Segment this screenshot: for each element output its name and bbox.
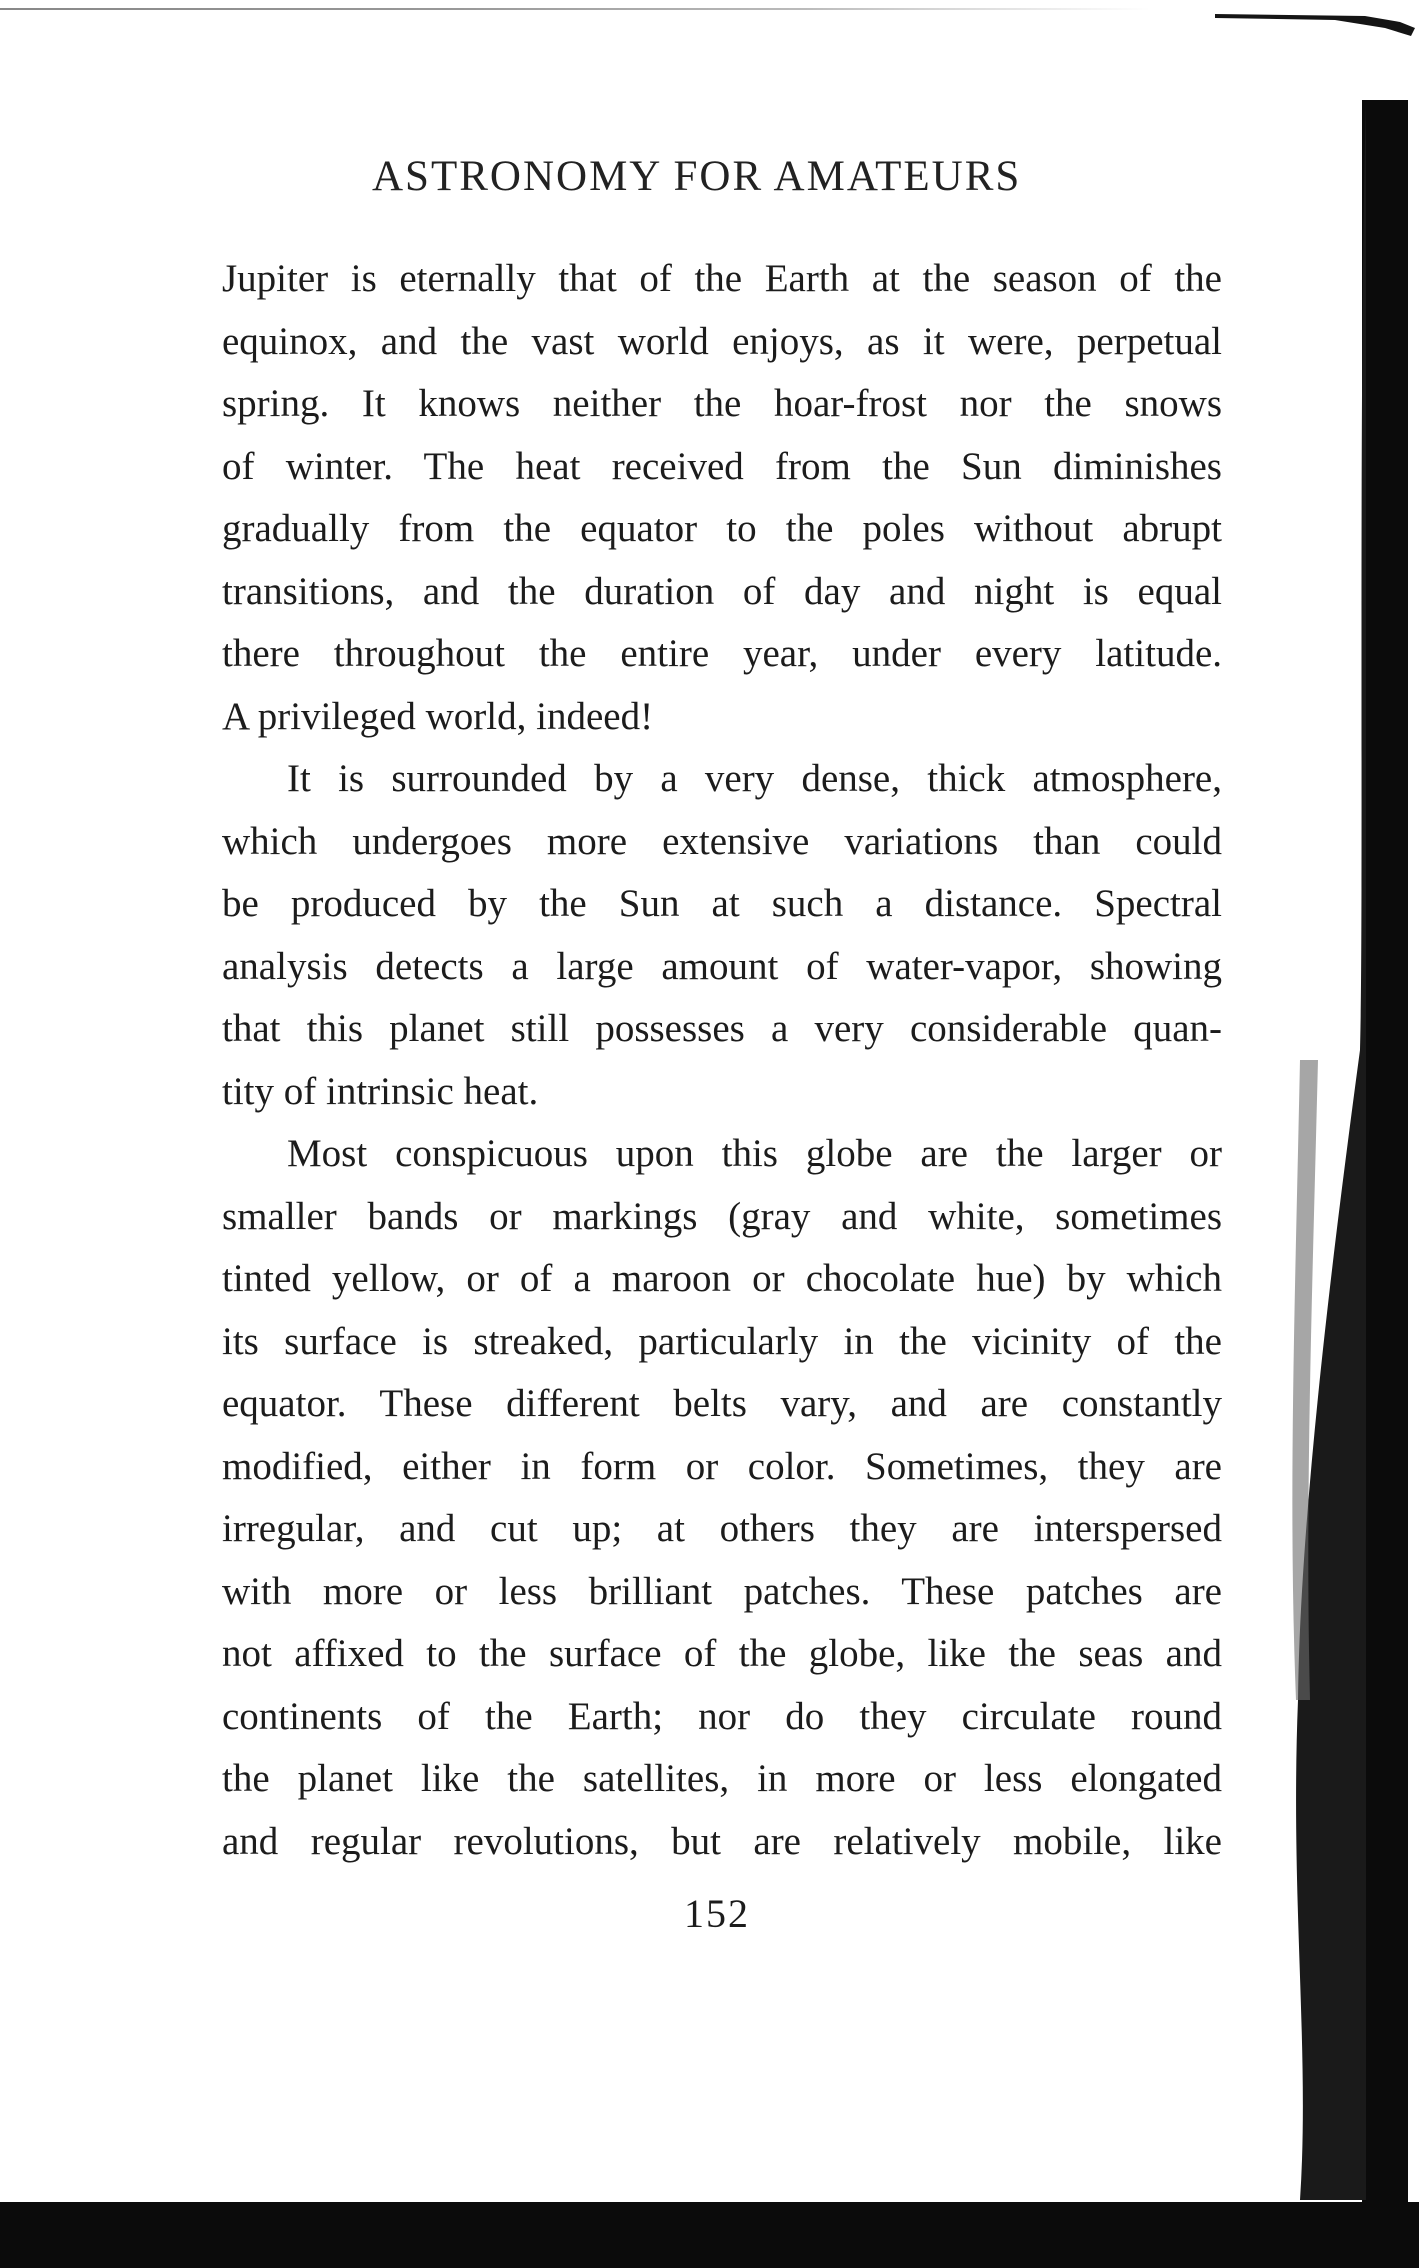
- text-line: tity of intrinsic heat.: [222, 1069, 539, 1113]
- paragraph: [222, 248, 1222, 748]
- text-line: transitions, and the duration of day and night is equal: [222, 569, 1222, 613]
- text-line: irregular, and cut up; at others they are interspersed: [222, 1507, 1222, 1550]
- scan-top-rule: [0, 8, 1150, 10]
- text-line: of winter. The heat received from the Sun diminishes: [222, 444, 1222, 488]
- text-line: modified, either in form or color. Sometimes, they are: [222, 1444, 1222, 1488]
- text-line: gradually from the equator to the poles without abrupt: [222, 507, 1222, 550]
- text-line: analysis detects a large amount of water-vapor, showing: [222, 944, 1222, 988]
- text-line: Jupiter is eternally that of the Earth at the season of the: [222, 257, 1222, 300]
- text-line: its surface is streaked, particularly in the vicinity of the: [222, 1319, 1222, 1363]
- paragraph: [222, 1123, 1222, 1873]
- text-line: smaller bands or markings (gray and white, sometimes: [222, 1194, 1222, 1238]
- paragraph: [222, 748, 1222, 1123]
- text-line: Most conspicuous upon this globe are the larger or: [287, 1132, 1222, 1175]
- text-line: and regular revolutions, but are relatively mobile, like: [222, 1819, 1222, 1863]
- text-line: be produced by the Sun at such a distance. Spectral: [222, 882, 1222, 925]
- text-line: which undergoes more extensive variations than could: [222, 819, 1222, 863]
- text-line: It is surrounded by a very dense, thick atmosphere,: [287, 757, 1222, 800]
- text-line: not affixed to the surface of the globe, like the seas and: [222, 1632, 1222, 1675]
- text-line: that this planet still possesses a very considerable quan-: [222, 1007, 1222, 1050]
- text-line: there throughout the entire year, under every latitude.: [222, 632, 1222, 675]
- text-line: continents of the Earth; nor do they circulate round: [222, 1694, 1222, 1738]
- scan-bottom-edge: [0, 2202, 1419, 2268]
- body-text: [222, 248, 1222, 1873]
- page-number: 152: [684, 1891, 750, 1936]
- text-line: spring. It knows neither the hoar-frost nor the snows: [222, 382, 1222, 425]
- text-line: the planet like the satellites, in more or less elongated: [222, 1757, 1222, 1800]
- running-header: ASTRONOMY FOR AMATEURS: [372, 153, 1022, 200]
- scan-binding-edge: [1362, 100, 1408, 2210]
- text-line: equator. These different belts vary, and are constantly: [222, 1382, 1222, 1425]
- text-line: A privileged world, indeed!: [222, 694, 654, 738]
- text-line: equinox, and the vast world enjoys, as it were, perpetual: [222, 319, 1222, 363]
- text-line: with more or less brilliant patches. These patches are: [222, 1569, 1222, 1613]
- scan-corner-mark: [1215, 6, 1415, 46]
- text-line: tinted yellow, or of a maroon or chocolate hue) by which: [222, 1257, 1222, 1300]
